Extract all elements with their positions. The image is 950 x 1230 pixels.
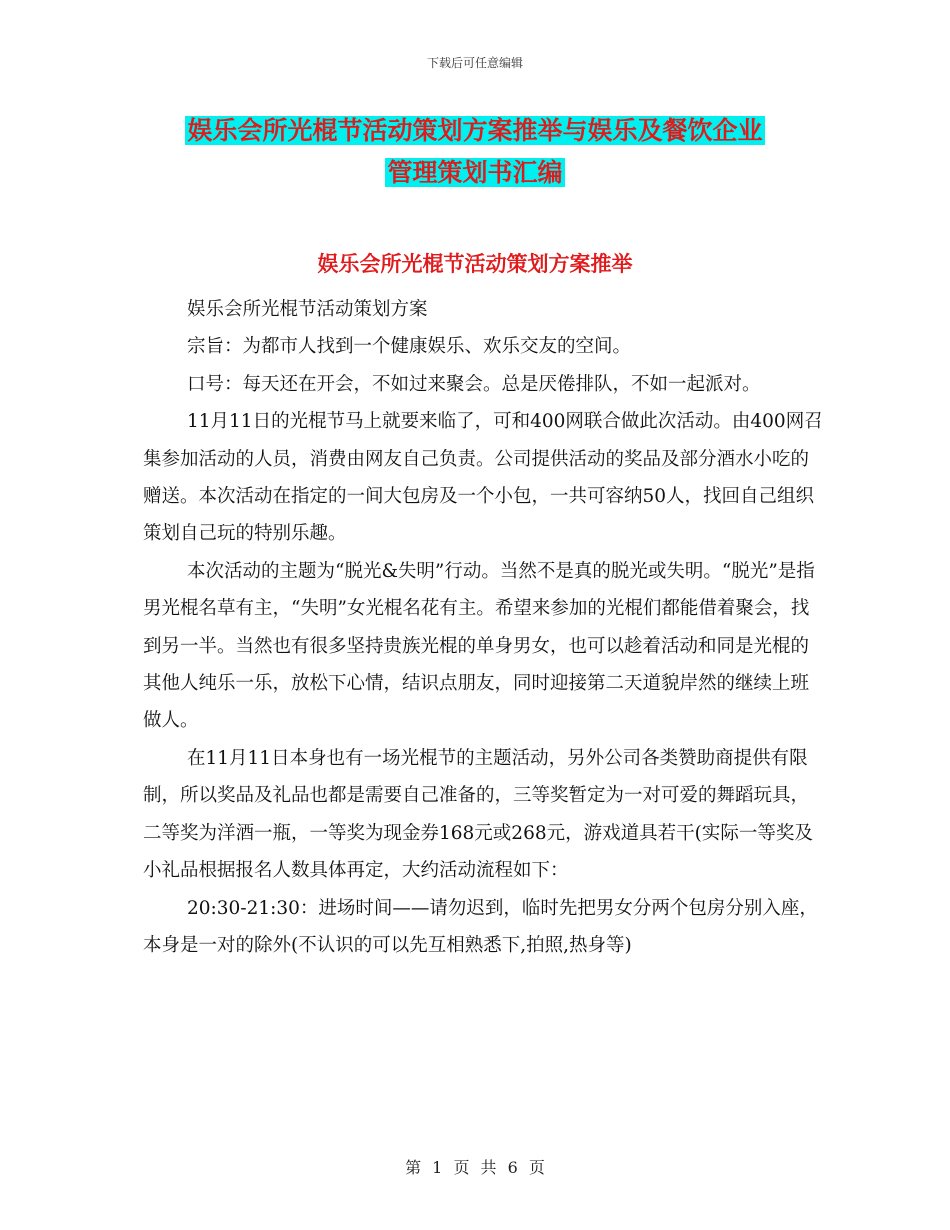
paragraph-plan-name: 娱乐会所光棍节活动策划方案 bbox=[187, 299, 428, 320]
main-title-text-2: 管理策划书汇编 bbox=[387, 158, 563, 187]
main-title-text-1: 娱乐会所光棍节活动策划方案推举与娱乐及餐饮企业 bbox=[187, 116, 763, 145]
paragraph-slogan: 口号：每天还在开会，不如过来聚会。总是厌倦排队，不如一起派对。 bbox=[187, 373, 761, 395]
section-title: 娱乐会所光棍节活动策划方案推举 bbox=[317, 252, 633, 276]
paragraph-prizes: 在11月11日本身也有一场光棍节的主题活动，另外公司各类赞助商提供有限制，所以奖品及礼品也都是需要自己准备的，三等奖暂定为一对可爱的舞蹈玩具，二等奖为洋酒一瓶，一等奖为现金券168元或268元，游戏道具若干(实际一等奖及小礼品根据报名人数具体再定，大约活动流程如下： bbox=[143, 747, 813, 882]
main-title-line-2 bbox=[0, 155, 950, 191]
main-title-line-1 bbox=[0, 113, 950, 149]
paragraph-overview: 11月11日的光棍节马上就要来临了，可和400网联合做此次活动。由400网召集参加活动的人员，消费由网友自己负责。公司提供活动的奖品及部分酒水小吃的赠送。本次活动在指定的一间大包房及一个小包，一共可容纳50人，找回自己组织策划自己玩的特别乐趣。 bbox=[143, 411, 823, 545]
page-footer: 第 1 页 共 6 页 bbox=[405, 1158, 545, 1177]
header-note: 下载后可任意编辑 bbox=[426, 56, 523, 70]
paragraph-purpose: 宗旨：为都市人找到一个健康娱乐、欢乐交友的空间。 bbox=[187, 336, 632, 358]
body-text bbox=[143, 291, 823, 964]
paragraph-schedule: 20:30-21:30：进场时间——请勿迟到，临时先把男女分两个包房分别入座，本身是一对的除外(不认识的可以先互相熟悉下,拍照,热身等) bbox=[143, 897, 818, 956]
paragraph-theme: 本次活动的主题为“脱光&失明”行动。当然不是真的脱光或失明。“脱光”是指男光棍名草有主，“失明”女光棍名花有主。希望来参加的光棍们都能借着聚会，找到另一半。当然也有很多坚持贵族光棍的单身男女，也可以趁着活动和同是光棍的其他人纯乐一乐，放松下心情，结识点朋友，同时迎接第二天道貌岸然的继续上班做人。 bbox=[143, 560, 815, 732]
